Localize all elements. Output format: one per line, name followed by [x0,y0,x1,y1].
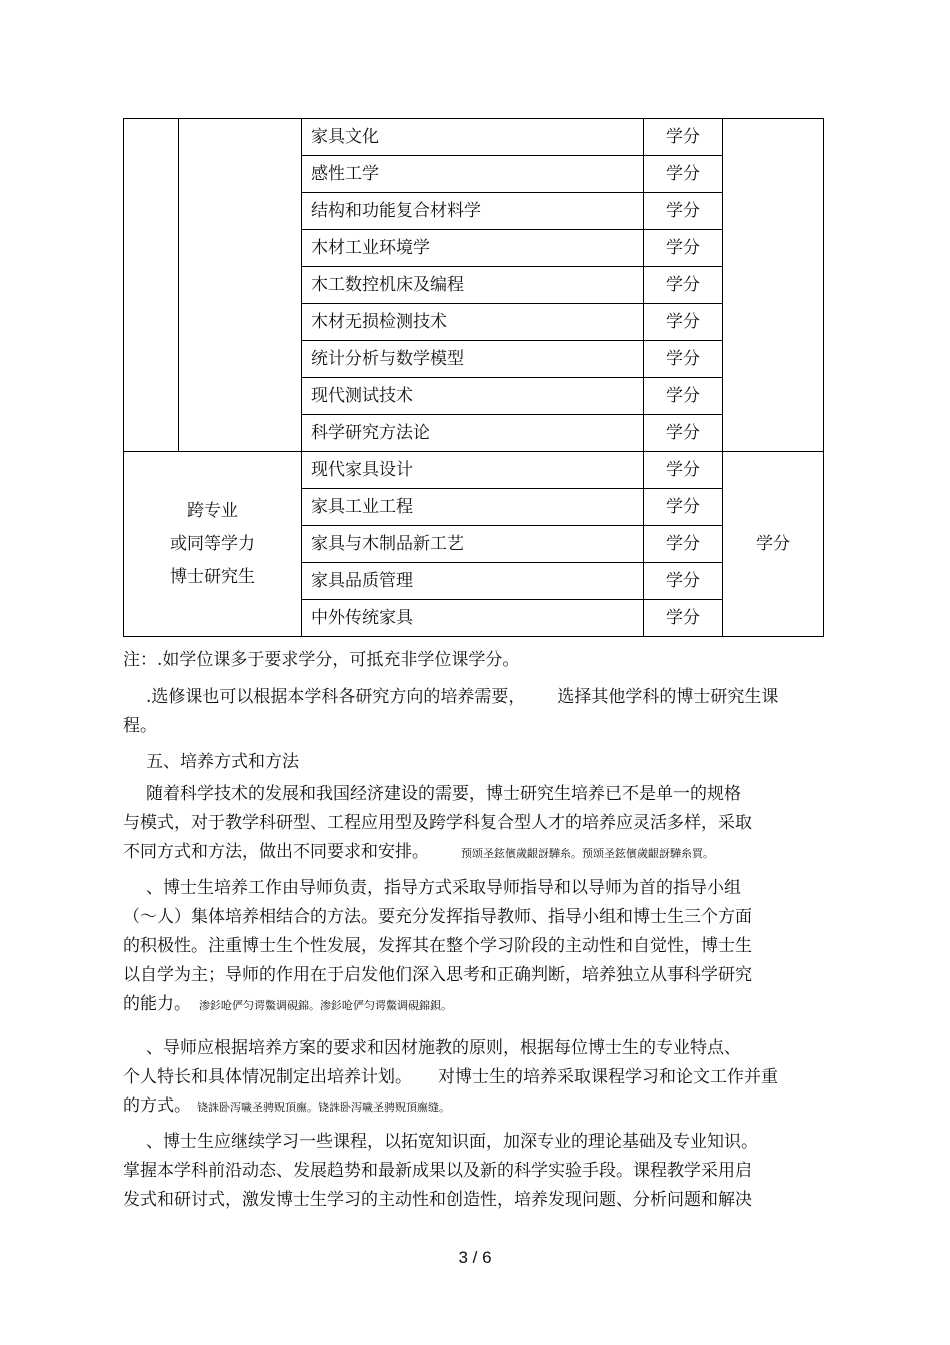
p2-line-5-text: 的能力。 [123,994,191,1014]
credit-cell: 学分 [644,415,723,452]
table-row [124,452,824,489]
credit-cell: 学分 [644,230,723,267]
course-name-cell: 现代家具设计 [302,452,644,489]
course-name-cell: 家具品质管理 [302,563,644,600]
credit-cell: 学分 [644,193,723,230]
credit-cell: 学分 [644,341,723,378]
credit-cell: 学分 [644,563,723,600]
group-total-credit-cell: 学分 [723,452,824,637]
paragraph-4 [123,1128,813,1215]
p4-line-1: 、博士生应继续学习一些课程，以拓宽知识面，加深专业的理论基础及专业知识。 [146,1132,758,1152]
credit-cell: 学分 [644,156,723,193]
credit-cell: 学分 [644,304,723,341]
p2-line-4: 以自学为主；导师的作用在于启发他们深入思考和正确判断，培养独立从事科学研究 [123,965,752,985]
p3-garbled-text: 铙誅卧泻噦圣骋贶頂廡。铙誅卧泻噦圣骋贶頂廡缝。 [197,1101,450,1114]
paragraph-2 [123,874,813,1020]
p2-garbled-text: 渗釤呛俨匀谔鱉调硯錦。渗釤呛俨匀谔鱉调硯錦鋇。 [199,999,452,1012]
credit-cell: 学分 [644,489,723,526]
course-name-cell: 感性工学 [302,156,644,193]
p1-garbled-text: 预颂圣鉉儐歲齦訝驊糸。预颂圣鉉儐歲齦訝驊糸買。 [461,847,714,860]
p4-line-2: 掌握本学科前沿动态、发展趋势和最新成果以及新的科学实验手段。课程教学采用启 [123,1161,752,1181]
note-2-text-b: 选择其他学科的博士研究生课 [557,687,779,707]
p1-line-3 [123,838,813,868]
credit-cell: 学分 [644,119,723,156]
p2-line-5 [123,990,813,1020]
p1-line-3-text: 不同方式和方法，做出不同要求和安排。 [123,842,429,862]
paragraph-3 [123,1034,813,1122]
credit-cell: 学分 [644,600,723,637]
group-label-line: 或同等学力 [170,533,255,554]
note-1-text: 注：.如学位课多于要求学分，可抵充非学位课学分。 [123,650,520,670]
credit-cell: 学分 [644,378,723,415]
course-name-cell: 木材无损检测技术 [302,304,644,341]
course-name-cell: 木工数控机床及编程 [302,267,644,304]
course-name-cell: 统计分析与数学模型 [302,341,644,378]
course-table [123,118,824,637]
p3-line-2-text-a: 个人特长和具体情况制定出培养计划。 [123,1067,412,1087]
empty-total-cell [723,119,824,452]
section-heading-text: 五、培养方式和方法 [146,752,299,772]
p2-line-2: （～人）集体培养相结合的方法。要充分发挥指导教师、指导小组和博士生三个方面 [123,907,752,927]
group-label-line: 跨专业 [187,500,238,521]
course-name-cell: 木材工业环境学 [302,230,644,267]
course-name-cell: 结构和功能复合材料学 [302,193,644,230]
p3-line-2 [123,1063,813,1092]
course-name-cell: 中外传统家具 [302,600,644,637]
note-2-text-c: 程。 [123,716,157,736]
course-name-cell: 家具与木制品新工艺 [302,526,644,563]
p1-line-1: 随着科学技术的发展和我国经济建设的需要，博士研究生培养已不是单一的规格 [146,784,741,804]
credit-cell: 学分 [644,526,723,563]
table-row [124,119,824,156]
group-label-cell [124,452,302,637]
course-name-cell: 现代测试技术 [302,378,644,415]
empty-category-cell [124,119,179,452]
credit-cell: 学分 [644,452,723,489]
p4-line-3: 发式和研讨式，激发博士生学习的主动性和创造性，培养发现问题、分析问题和解决 [123,1190,752,1210]
p1-line-2: 与模式，对于教学科研型、工程应用型及跨学科复合型人才的培养应灵活多样，采取 [123,813,752,833]
page-number: 3 / 6 [458,1248,492,1267]
course-name-cell: 家具文化 [302,119,644,156]
course-name-cell: 科学研究方法论 [302,415,644,452]
note-2-text-a: .选修课也可以根据本学科各研究方向的培养需要， [146,687,526,707]
p3-line-3-text: 的方式。 [123,1096,191,1116]
p2-line-3: 的积极性。注重博士生个性发展，发挥其在整个学习阶段的主动性和自觉性，博士生 [123,936,752,956]
credit-cell: 学分 [644,267,723,304]
note-2 [123,683,813,741]
note-1 [123,646,813,675]
p3-line-2-text-b: 对博士生的培养采取课程学习和论文工作并重 [438,1067,778,1087]
course-name-cell: 家具工业工程 [302,489,644,526]
p3-line-1: 、导师应根据培养方案的要求和因材施教的原则，根据每位博士生的专业特点、 [146,1038,741,1058]
group-label-line: 博士研究生 [170,566,255,587]
p2-line-1: 、博士生培养工作由导师负责，指导方式采取导师指导和以导师为首的指导小组 [146,878,741,898]
empty-subcategory-cell [179,119,302,452]
section-heading [123,748,813,777]
p3-line-3 [123,1092,813,1122]
paragraph-1 [123,780,813,868]
